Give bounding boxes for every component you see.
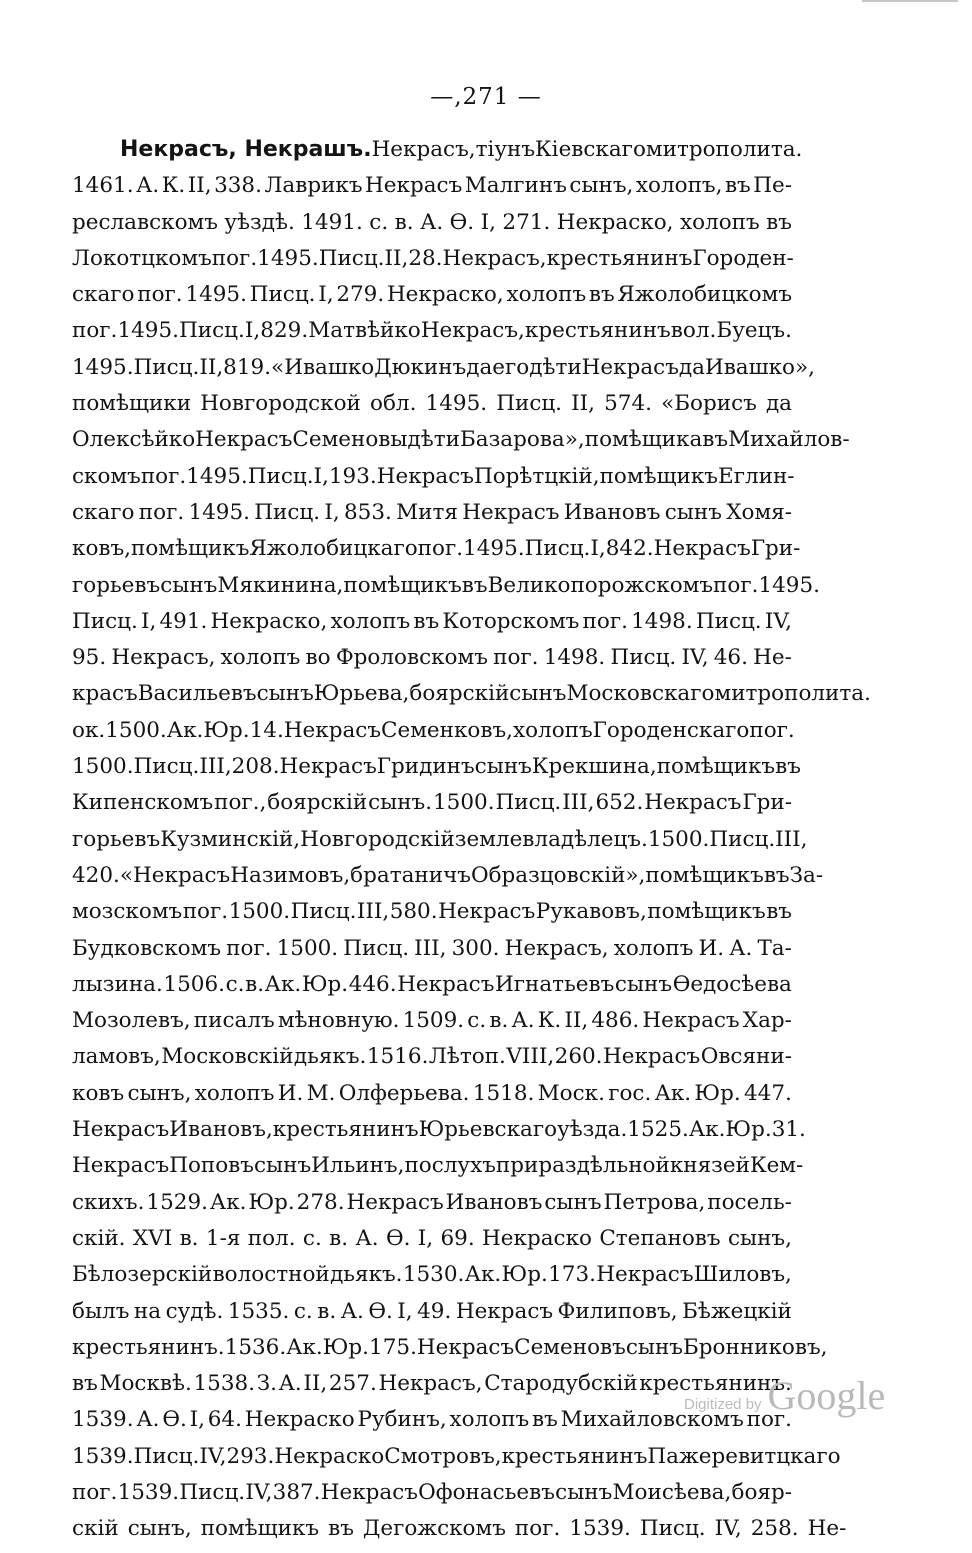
text-line: Некрасъ, Некрашъ. Некрасъ, тіунъ Кіевскаго митрополита. xyxy=(120,137,803,162)
text-line: мозскомъ пог. 1500. Писц. III, 580. Некрасъ Рукавовъ, помѣщикъ въ xyxy=(72,899,792,925)
text-line: скихъ. 1529. Ак. Юр. 278. Некрасъ Ивановъ сынъ Петрова, посель- xyxy=(72,1189,792,1215)
text-line: Мозолевъ, писалъ мѣновную. 1509. с. в. А. К. II, 486. Некрасъ Хар- xyxy=(72,1008,792,1034)
text-line: Писц. I, 491. Некраско, холопъ въ Которскомъ пог. 1498. Писц. IV, xyxy=(72,608,792,634)
text-line: скаго пог. 1495. Писц. I, 853. Митя Некрасъ Ивановъ сынъ Хомя- xyxy=(72,499,792,525)
text-line: лызина. 1506. с. в. Ак. Юр. 446. Некрасъ Игнатьевъ сынъ Ѳедосѣева xyxy=(72,971,792,997)
digitized-by-google-watermark xyxy=(684,1372,885,1419)
entry-headword: Некрасъ, Некрашъ. xyxy=(120,137,372,162)
text-line: Кипенскомъ пог., боярскій сынъ. 1500. Писц. III, 652. Некрасъ Гри- xyxy=(72,790,792,816)
text-line: Локотцкомъ пог. 1495. Писц. II, 28. Некрасъ, крестьянинъ Городен- xyxy=(72,245,794,271)
text-line: былъ на судѣ. 1535. с. в. А. Ѳ. I, 49. Некрасъ Филиповъ, Бѣжецкій xyxy=(72,1298,792,1324)
text-line: ок. 1500. Ак. Юр. 14. Некрасъ Семенковъ, холопъ Городенскаго пог. xyxy=(72,717,795,743)
page-number: —,271 — xyxy=(430,84,542,110)
text-line: крестьянинъ. 1536. Ак. Юр. 175. Некрасъ Семеновъ сынъ Бронниковъ, xyxy=(72,1334,828,1360)
text-line: Некрасъ Поповъ сынъ Ильинъ, послухъ при раздѣльной князей Кем- xyxy=(72,1153,804,1179)
watermark-prefix: Digitized by xyxy=(684,1396,762,1413)
text-line: ламовъ, Московскій дьякъ. 1516. Лѣтоп. VIII, 260. Некрасъ Овсяни- xyxy=(72,1044,792,1070)
text-line: скій сынъ, помѣщикъ въ Дегожскомъ пог. 1539. Писц. IV, 258. Не- xyxy=(72,1516,847,1542)
text-line: Будковскомъ пог. 1500. Писц. III, 300. Некрасъ, холопъ И. А. Та- xyxy=(72,935,792,961)
text-line: 420. «Некрасъ Назимовъ, братаничъ Образцовскій», помѣщикъ въ За- xyxy=(72,862,824,888)
text-line: 95. Некрасъ, холопъ во Фроловскомъ пог. 1498. Писц. IV, 46. Не- xyxy=(72,645,792,671)
text-line: Некрасъ Ивановъ, крестьянинъ Юрьевскаго уѣзда. 1525. Ак. Юр. 31. xyxy=(72,1117,806,1143)
text-line: красъ Васильевъ сынъ Юрьева, боярскій сынъ Московскаго митрополита. xyxy=(72,681,871,707)
text-line: 1539. А. Ѳ. I, 64. Некраско Рубинъ, холопъ въ Михайловскомъ пог. xyxy=(72,1407,792,1433)
text-line: помѣщики Новгородской обл. 1495. Писц. II, 574. «Борисъ да xyxy=(72,391,792,417)
text-line: ковъ сынъ, холопъ И. М. Олферьева. 1518. Моск. гос. Ак. Юр. 447. xyxy=(72,1080,792,1106)
text-line: горьевъ Кузминскій, Новгородскій землевладѣлецъ. 1500. Писц. III, xyxy=(72,826,808,852)
text-line: реславскомъ уѣздѣ. 1491. с. в. А. Ѳ. I, 271. Некраско, холопъ въ xyxy=(72,209,792,235)
text-line: скій. XVI в. 1-я пол. с. в. А. Ѳ. I, 69. Некраско Степановъ сынъ, xyxy=(72,1225,792,1251)
text-line: пог. 1539. Писц. IV, 387. Некрасъ Офонасьевъ сынъ Моисѣева, бояр- xyxy=(72,1479,792,1505)
text-line: скомъ пог. 1495. Писц. I, 193. Некрасъ Порѣтцкій, помѣщикъ Еглин- xyxy=(72,463,795,489)
text-line: ковъ, помѣщикъ Яжолобицкаго пог. 1495. Писц. I, 842. Некрасъ Гри- xyxy=(72,536,801,562)
text-line: Бѣлозерскій волостной дьякъ. 1530. Ак. Юр. 173. Некрасъ Шиловъ, xyxy=(72,1262,792,1288)
text-line: 1461. А. К. II, 338. Лаврикъ Некрасъ Малгинъ сынъ, холопъ, въ Пе- xyxy=(72,173,792,199)
text-line: 1539. Писц. IV, 293. Некраско Смотровъ, крестьянинъ Пажеревитцкаго xyxy=(72,1443,841,1469)
top-edge-rule xyxy=(862,0,958,5)
text-line: въ Москвѣ. 1538. З. А. II, 257. Некрасъ, Стародубскій крестьянинъ. xyxy=(72,1371,792,1397)
text-line: скаго пог. 1495. Писц. I, 279. Некраско, холопъ въ Яжолобицкомъ xyxy=(72,282,792,308)
google-logo: Google xyxy=(767,1373,886,1418)
text-line: 1495. Писц. II, 819. «Ивашко Дюкинъ да его дѣти Некрасъ да Ивашко», xyxy=(72,354,815,380)
text-line: пог. 1495. Писц. I, 829. Матвѣйко Некрасъ, крестьянинъ вол. Буецъ. xyxy=(72,318,792,344)
text-line: 1500. Писц. III, 208. Некрасъ Гридинъ сынъ Крекшина, помѣщикъ въ xyxy=(72,754,801,780)
text-line: Олексѣйко Некрасъ Семеновы дѣти Базарова», помѣщика въ Михайлов- xyxy=(72,427,850,453)
text-line: горьевъ сынъ Мякинина, помѣщикъ въ Великопорожскомъ пог. 1495. xyxy=(72,572,820,598)
